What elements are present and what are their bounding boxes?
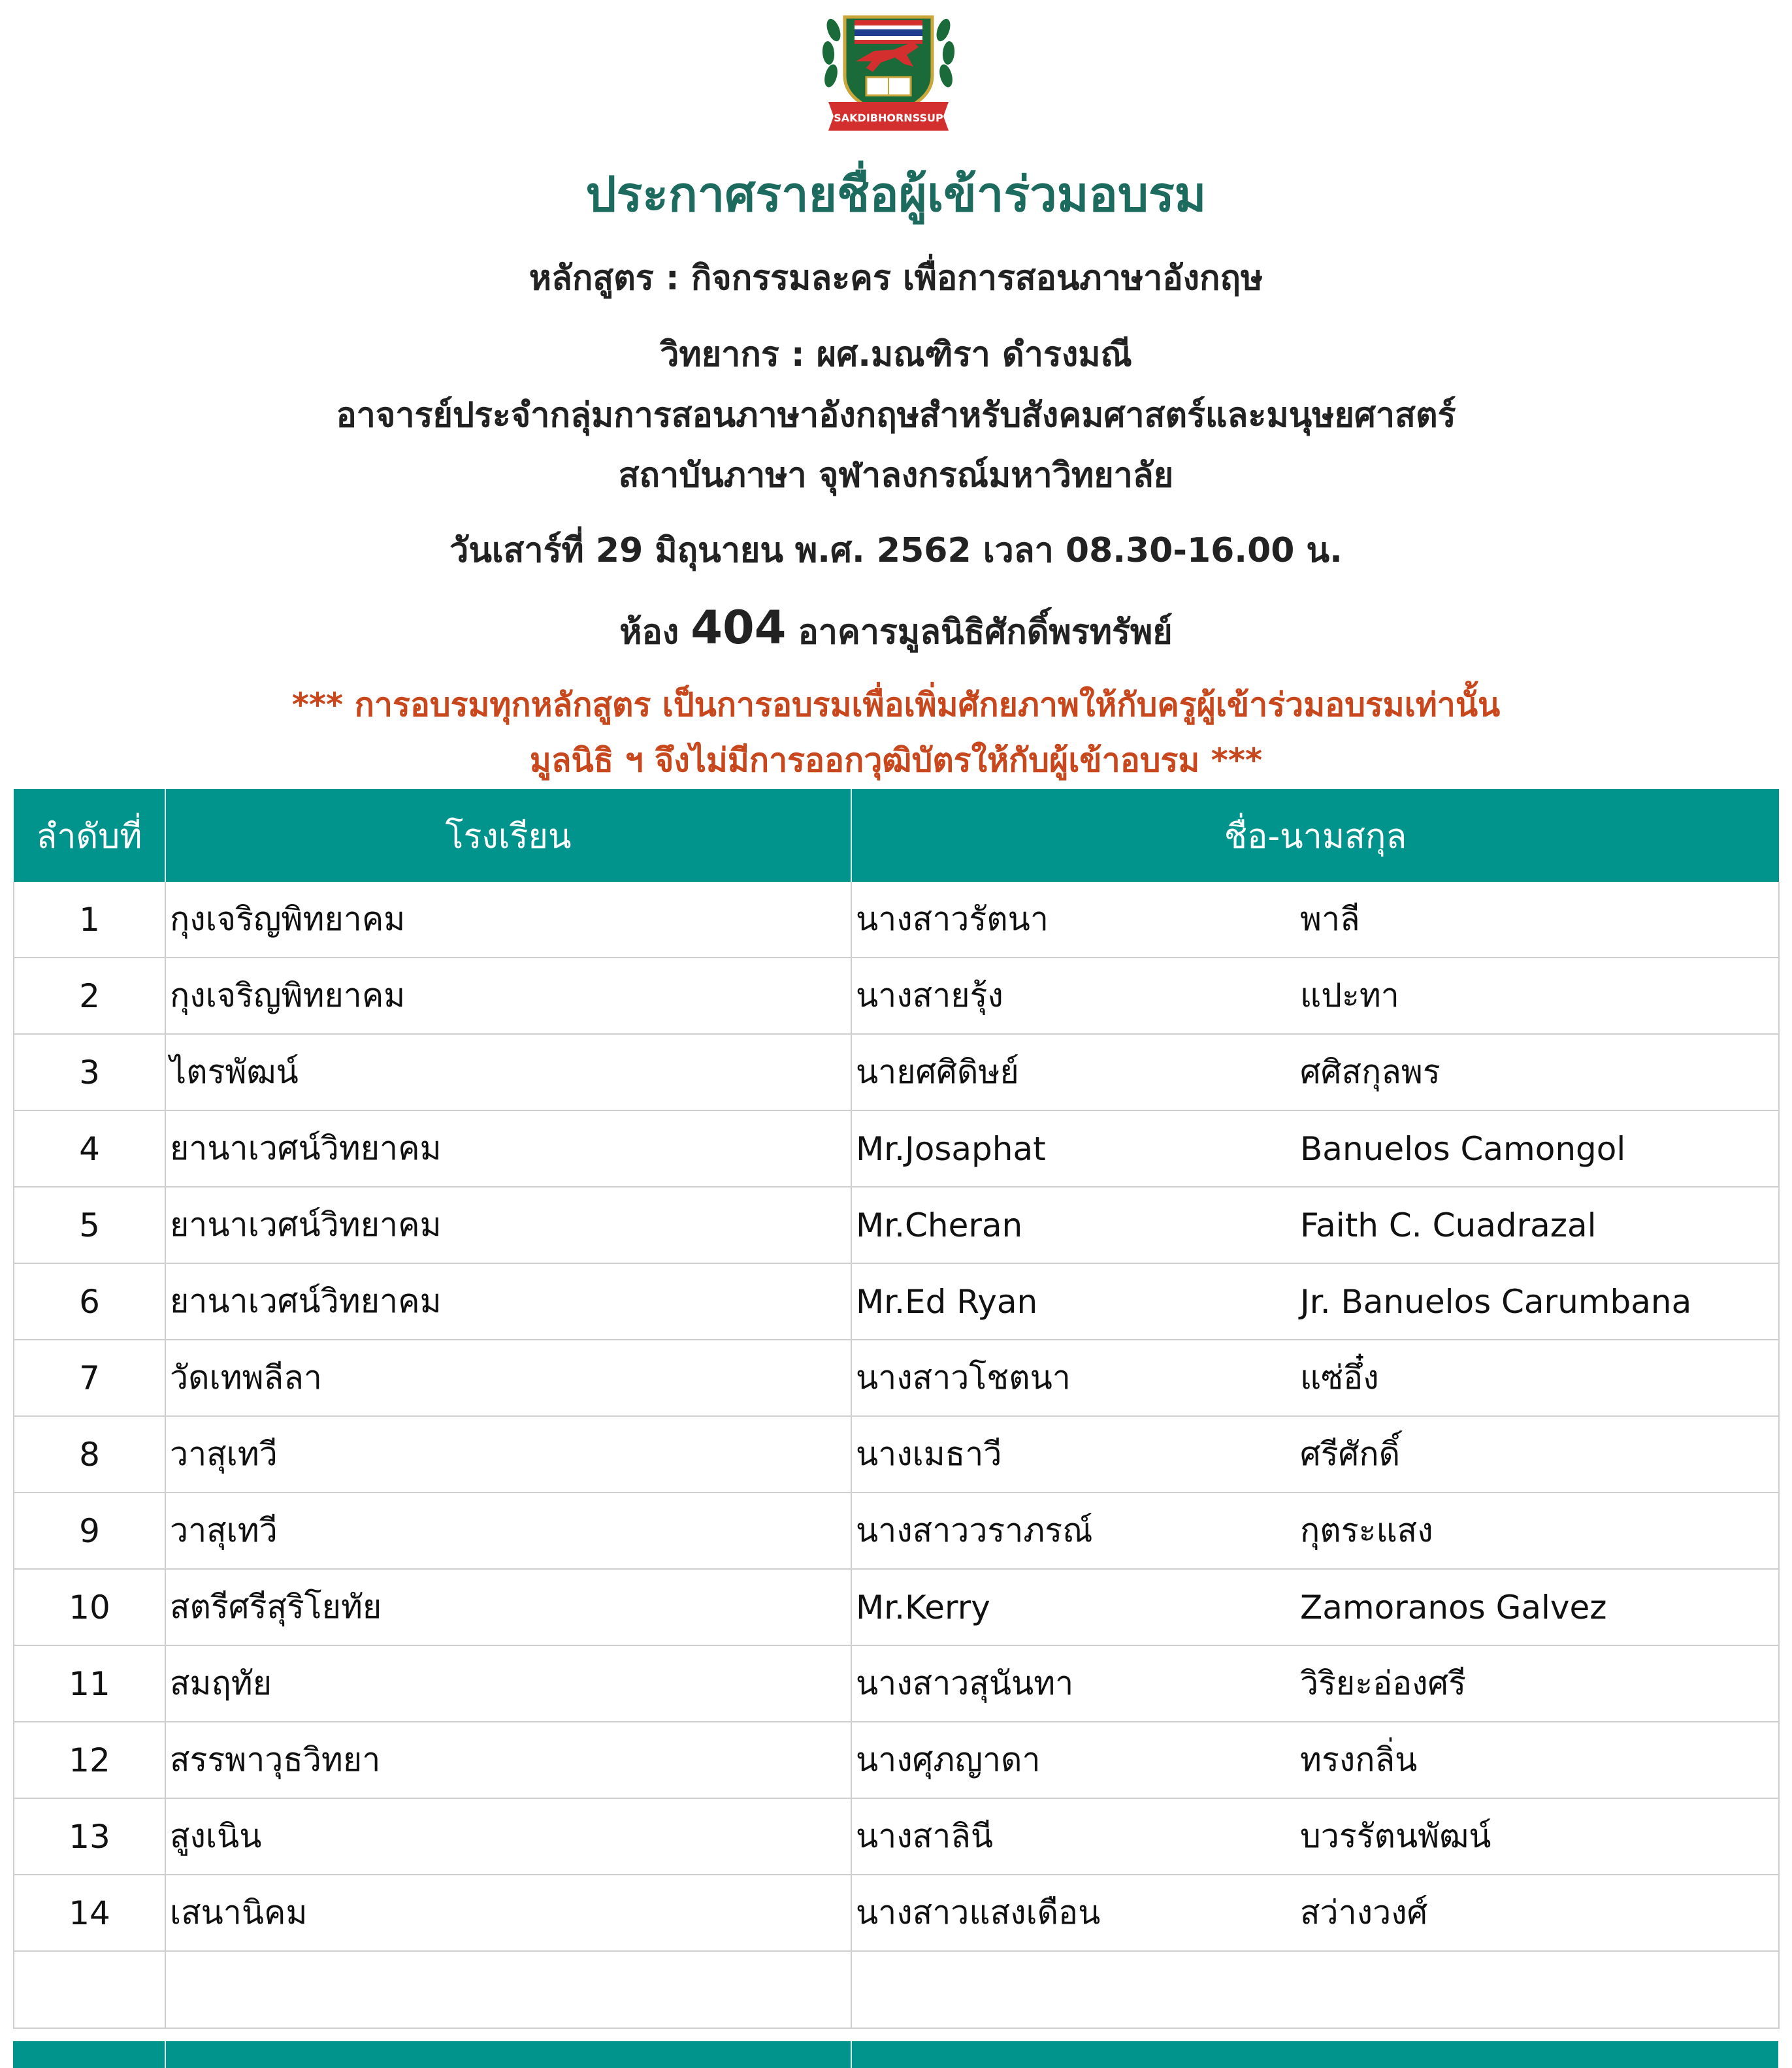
- last-name: กุตระแสง: [1300, 1511, 1433, 1549]
- table-row: [14, 882, 1779, 958]
- row-school: ยานาเวศน์วิทยาคม: [165, 1187, 851, 1263]
- first-name: นางสาวรัตนา: [856, 900, 1049, 938]
- row-school: ยานาเวศน์วิทยาคม: [165, 1110, 851, 1187]
- last-name: ศศิสกุลพร: [1300, 1053, 1441, 1091]
- row-school: วาสุเทวี: [165, 1493, 851, 1569]
- last-name: Jr. Banuelos Carumbana: [1300, 1282, 1692, 1321]
- note-line-1: *** การอบรมทุกหลักสูตร เป็นการอบรมเพื่อเพิ่มศักยภาพให้กับครูผู้เข้าร่วมอบรมเท่านั้น: [291, 686, 1501, 724]
- row-name: [851, 958, 1779, 1034]
- last-name: Banuelos Camongol: [1300, 1129, 1626, 1168]
- first-name: นางสาวโชตนา: [856, 1359, 1071, 1397]
- row-name: [851, 1645, 1779, 1722]
- first-name: นางเมธาวี: [856, 1435, 1002, 1473]
- table-row: [14, 1875, 1779, 1951]
- row-school: สูงเนิน: [165, 1798, 851, 1875]
- row-no: 14: [14, 1875, 165, 1951]
- first-name: Mr.Josaphat: [856, 1129, 1046, 1168]
- institute-line: สถาบันภาษา จุฬาลงกรณ์มหาวิทยาลัย: [618, 456, 1174, 495]
- header-name: ชื่อ-นามสกุล: [851, 789, 1779, 882]
- row-name: [851, 1569, 1779, 1645]
- row-no: 1: [14, 882, 165, 958]
- first-name: Mr.Cheran: [856, 1206, 1023, 1244]
- first-name: นางศุภญาดา: [856, 1741, 1041, 1779]
- header-no: ลำดับที่: [14, 789, 165, 882]
- row-school: ไตรพัฒน์: [165, 1034, 851, 1110]
- participant-table: [13, 789, 1778, 2068]
- last-name: Faith C. Cuadrazal: [1300, 1206, 1597, 1244]
- row-no: 8: [14, 1416, 165, 1493]
- row-name: [851, 1875, 1779, 1951]
- row-school: สรรพาวุธวิทยา: [165, 1722, 851, 1798]
- first-name: นางสาวสุนันทา: [856, 1664, 1074, 1702]
- last-name: แซ่อึ๋ง: [1300, 1359, 1379, 1397]
- row-no: 13: [14, 1798, 165, 1875]
- row-school: กุงเจริญพิทยาคม: [165, 958, 851, 1034]
- note-line-2: มูลนิธิ ฯ จึงไม่มีการออกวุฒิบัตรให้กับผู้เข้าอบรม ***: [529, 741, 1263, 779]
- position-line: อาจารย์ประจำกลุ่มการสอนภาษาอังกฤษสำหรับสังคมศาสตร์และมนุษยศาสตร์: [336, 396, 1456, 435]
- row-school: ยานาเวศน์วิทยาคม: [165, 1263, 851, 1340]
- row-no: 2: [14, 958, 165, 1034]
- row-name: [851, 1187, 1779, 1263]
- row-school: วาสุเทวี: [165, 1416, 851, 1493]
- row-no: 11: [14, 1645, 165, 1722]
- row-name: [851, 1110, 1779, 1187]
- datetime-line: วันเสาร์ที่ 29 มิถุนายน พ.ศ. 2562 เวลา 08.30-16.00 น.: [449, 531, 1343, 570]
- lecturer-line: วิทยากร : ผศ.มณฑิรา ดำรงมณี: [660, 335, 1132, 374]
- room-prefix: ห้อง: [619, 613, 679, 652]
- table-footer-bar: [13, 2041, 1778, 2068]
- footer-divider: [165, 2041, 166, 2068]
- row-school: เสนานิคม: [165, 1875, 851, 1951]
- first-name: Mr.Kerry: [856, 1588, 990, 1626]
- first-name: Mr.Ed Ryan: [856, 1282, 1038, 1321]
- last-name: สว่างวงศ์: [1300, 1894, 1428, 1931]
- room-number: 404: [691, 601, 787, 654]
- row-no: 9: [14, 1493, 165, 1569]
- table-row-empty: [14, 1951, 1779, 2028]
- last-name: แปะทา: [1300, 977, 1399, 1014]
- svg-text:SAKDIBHORNSSUP: SAKDIBHORNSSUP: [834, 112, 943, 124]
- first-name: นางสายรุ้ง: [856, 977, 1003, 1014]
- table-row: [14, 1034, 1779, 1110]
- page-title: ประกาศรายชื่อผู้เข้าร่วมอบรม: [585, 167, 1207, 223]
- first-name: นางสาววราภรณ์: [856, 1511, 1093, 1549]
- row-name: [851, 1340, 1779, 1416]
- table-row: [14, 1645, 1779, 1722]
- row-no: 12: [14, 1722, 165, 1798]
- row-school: สตรีศรีสุริโยทัย: [165, 1569, 851, 1645]
- table-row: [14, 1416, 1779, 1493]
- table-row: [14, 1187, 1779, 1263]
- row-name: [851, 1263, 1779, 1340]
- room-suffix: อาคารมูลนิธิศักดิ์พรทรัพย์: [798, 613, 1173, 652]
- table-row: [14, 958, 1779, 1034]
- table-row: [14, 1569, 1779, 1645]
- row-name: [851, 1493, 1779, 1569]
- row-no: 6: [14, 1263, 165, 1340]
- table-row: [14, 1722, 1779, 1798]
- course-line: หลักสูตร : กิจกรรมละคร เพื่อการสอนภาษาอังกฤษ: [529, 259, 1263, 298]
- school-logo: [815, 4, 962, 135]
- row-no: 3: [14, 1034, 165, 1110]
- table-row: [14, 1263, 1779, 1340]
- row-no: 7: [14, 1340, 165, 1416]
- row-school: กุงเจริญพิทยาคม: [165, 882, 851, 958]
- last-name: ศรีศักดิ์: [1300, 1435, 1401, 1473]
- first-name: นายศศิดิษย์: [856, 1053, 1019, 1091]
- footer-divider: [851, 2041, 852, 2068]
- row-school: สมฤทัย: [165, 1645, 851, 1722]
- row-name: [851, 882, 1779, 958]
- last-name: วิริยะอ่องศรี: [1300, 1664, 1467, 1702]
- table-row: [14, 1493, 1779, 1569]
- last-name: พาลี: [1300, 900, 1360, 938]
- empty-cell: [851, 1951, 1779, 2028]
- room-line: [0, 601, 1792, 658]
- row-no: 5: [14, 1187, 165, 1263]
- header-school: โรงเรียน: [165, 789, 851, 882]
- first-name: นางสาลินี: [856, 1817, 994, 1855]
- table-row: [14, 1340, 1779, 1416]
- row-name: [851, 1798, 1779, 1875]
- row-school: วัดเทพลีลา: [165, 1340, 851, 1416]
- empty-cell: [14, 1951, 165, 2028]
- row-name: [851, 1034, 1779, 1110]
- last-name: บวรรัตนพัฒน์: [1300, 1817, 1491, 1855]
- table-header-row: [14, 789, 1779, 882]
- row-no: 4: [14, 1110, 165, 1187]
- table-row: [14, 1798, 1779, 1875]
- first-name: นางสาวแสงเดือน: [856, 1894, 1101, 1931]
- empty-cell: [165, 1951, 851, 2028]
- row-name: [851, 1722, 1779, 1798]
- last-name: ทรงกลิ่น: [1300, 1741, 1418, 1779]
- last-name: Zamoranos Galvez: [1300, 1588, 1607, 1626]
- table-row: [14, 1110, 1779, 1187]
- row-no: 10: [14, 1569, 165, 1645]
- row-name: [851, 1416, 1779, 1493]
